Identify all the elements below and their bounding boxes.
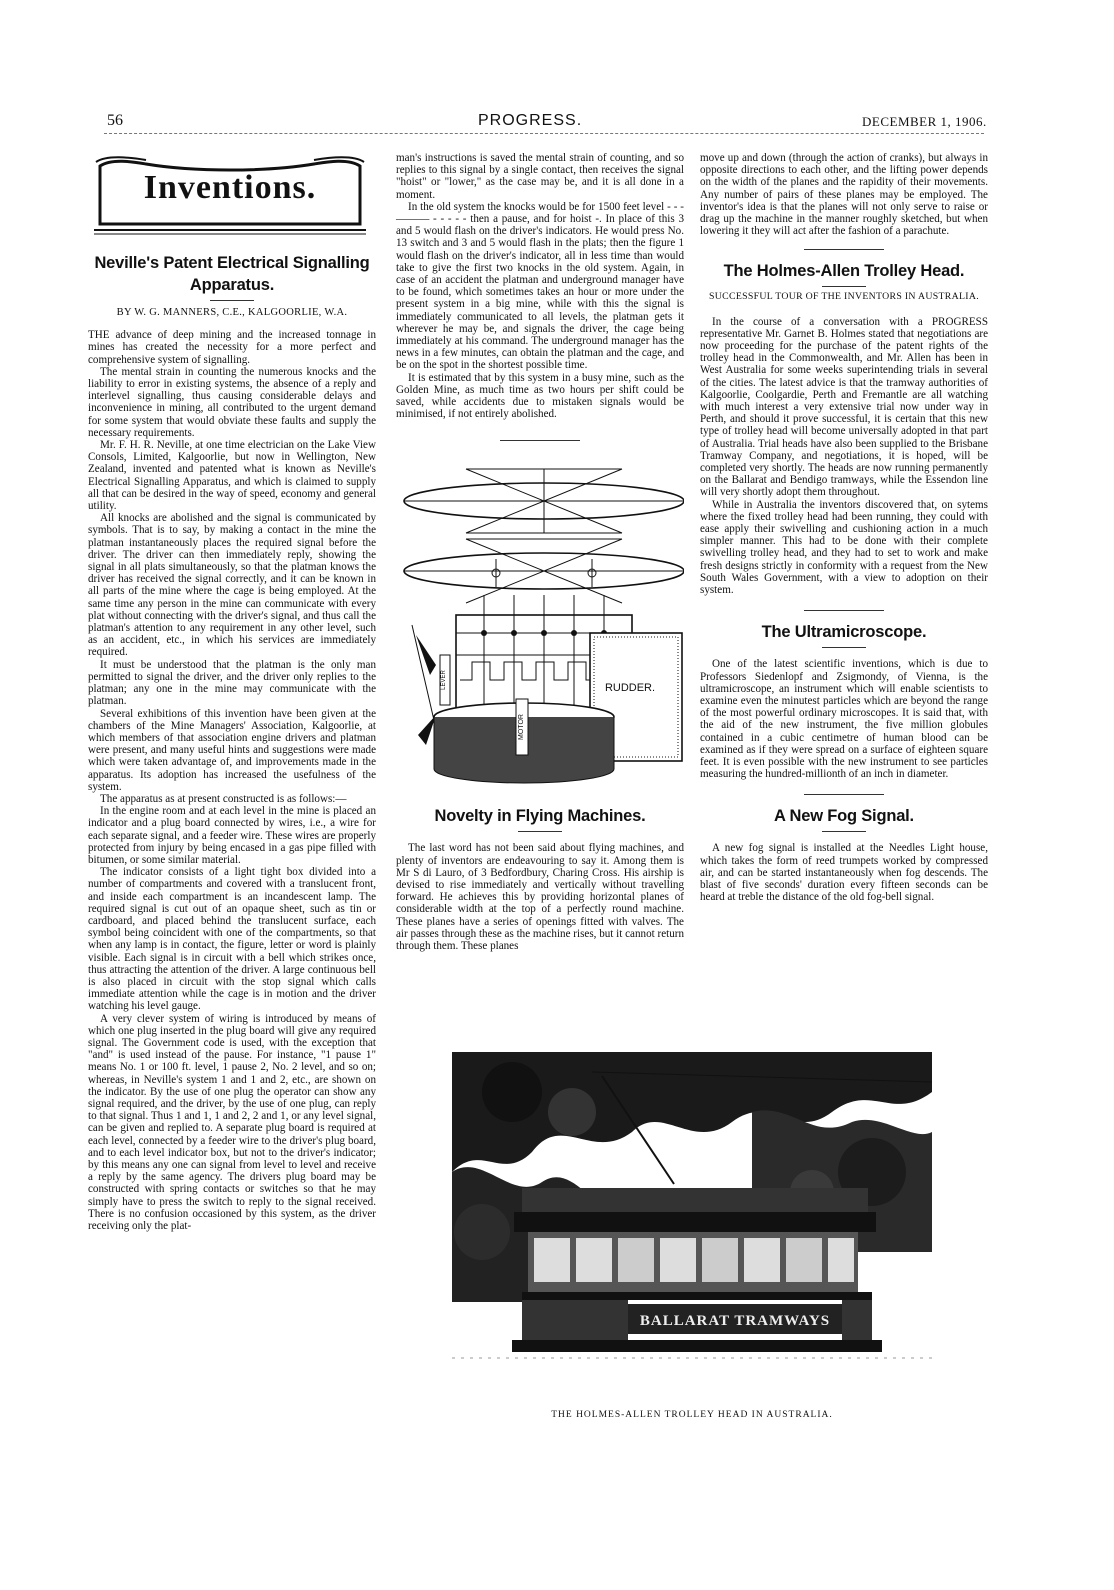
flying-continued: move up and down (through the action of cranks), but always in opposite directions to each other, and the lifting power depends on the width of the planes and the rapidity of their movements. Any number of pairs of these planes may be employed. The inventor's idea is that the planes will not only serve to raise or drag up the machine in the manner roughly sketched, but when lowering it they will act after the fashion of a parachute. — [700, 152, 988, 238]
journal-title: PROGRESS. — [478, 112, 583, 129]
trolley-title: The Holmes-Allen Trolley Head. — [723, 262, 965, 281]
inventions-banner — [94, 152, 366, 236]
neville-paragraph: Several exhibitions of this invention have been given at the chambers of the Mine Managers' Association, Kalgoorlie, at which members of that association engine drivers and platman were present, and many useful hints and suggestions were made which were taken advantage of, and improvements made in the apparatus. Its adoption has increased the usefulness of the system. — [88, 707, 376, 793]
issue-date: DECEMBER 1, 1906. — [862, 114, 987, 129]
column-3 — [700, 152, 988, 903]
title-rule — [822, 286, 866, 287]
neville-paragraph: Mr. F. H. R. Neville, at one time electrician on the Lake View Consols, Limited, Kalgoorlie, but now in Wellington, New Zealand, invented and patented what is known as Neville's Electrical Signalling Apparatus, and which is claimed to supply all that can be desired in the way of speed, economy and general utility. — [88, 439, 376, 513]
title-rule — [822, 831, 866, 832]
flying-paragraph: The last word has not been said about flying machines, and plenty of inventors are endeavouring to say it. Among them is Mr S di Lauro, of 3 Bedfordbury, Charing Cross. His airship is devised to rise immediately and vertically without travelling forward. He achieves this by providing horizontal planes of considerable width at the top of a perfectly round machine. These planes have a series of openings fitted with valves. The air passes through these as the machine rises, but it cannot return through them. These planes — [396, 842, 684, 953]
tram-photo-image — [452, 1052, 932, 1392]
neville-continued: man's instructions is saved the mental strain of counting, and so replies to this signal by a single contact, then receives the signal "hoist" or "lower," as the case may be, and it is all done in a moment. — [396, 152, 684, 201]
page-number: 56 — [107, 112, 123, 129]
neville-paragraph: THE advance of deep mining and the increased tonnage in mines has created the necessity for a more perfect and comprehensive system of signalling. — [88, 329, 376, 366]
flying-machine-diagram — [396, 455, 684, 785]
section-rule — [804, 610, 884, 611]
ultramicroscope-paragraph: One of the latest scientific inventions, which is due to Professors Siedenlopf and Zsigmondy, of Vienna, is the ultramicroscope, an instrument which will enable scientists to examine even the minutest particles which are beyond the range of the most powerful ordinary microscopes. It is said that, with the aid of the new instrument, the five million globules contained in a cubic centimetre of human blood can be examined as if they were spread on a surface of eighteen square feet. It is even possible with the new instrument to see particles measuring the hundred-millionth of an inch in diameter. — [700, 658, 988, 781]
column-1 — [88, 152, 376, 1232]
trolley-subtitle: SUCCESSFUL TOUR OF THE INVENTORS IN AUSTRALIA. — [709, 291, 979, 303]
inventions-heading: Inventions. — [143, 169, 317, 206]
fog-signal-paragraph: A new fog signal is installed at the Needles Light house, which takes the form of reed trumpets worked by compressed air, and can be started instantaneously when fog descends. The blast of five seconds' duration every fifteen seconds can be heard at treble the distance of the old fog-bell signal. — [700, 842, 988, 904]
neville-paragraph: The indicator consists of a light tight box divided into a number of compartments and covered with a translucent front, and inside each compartment is an incandescent lamp. The required signal is cut out of an opaque sheet, such as tin or cardboard, and placed behind the translucent surface, each symbol being coincident with one of the compartments, so that when any lamp is in contact, the figure, letter or word is plainly visible. Each signal is in circuit with a bell which strikes once, thus attracting the attention of the driver. A large continuous bell is also placed in circuit with the stop signal which calls immediate attention while the cage is in motion and the driver watching his level gauge. — [88, 866, 376, 1013]
neville-title: Neville's Patent Electrical Signalling Apparatus. — [94, 254, 370, 294]
neville-paragraph: All knocks are abolished and the signal is communicated by symbols. That is to say, by making a contact in the mine the platman instantaneously places the required signal before the driver. The driver can then immediately reply, showing the signal in all plats simultaneously, so that the platman knows the driver has received the signal correctly, and it can be known in all parts of the mine where the cage is being employed. At the same time any person in the mine can communicate with every plat without connecting with the driver's signal, and thus call the platman's attention to any requirement in any other level, such as an accident, etc., in which his services are immediately required. — [88, 512, 376, 659]
neville-continued: It is estimated that by this system in a busy mine, such as the Golden Mine, as much time as two hours per shift could be saved, while accidents due to mistaken signals would be minimised, if not entirely abolished. — [396, 371, 684, 421]
neville-paragraph: In the engine room and at each level in the mine is placed an indicator and a plug board connected by wires, i.e., a wire for each separate signal, and a feeder wire. These wires are properly protected from injury by being encased in a gas pipe filled with bitumen, or some similar material. — [88, 805, 376, 866]
header-rule — [104, 133, 984, 134]
rudder-label: RUDDER. — [604, 682, 656, 695]
lever-label: LEVER — [441, 670, 447, 691]
neville-paragraph: The mental strain in counting the numerous knocks and the liability to error in existing systems, the absence of a reply and interlevel signalling, thus causing considerable delays and inconvenience in mining, all contributed to the urgent demand for some system that would obviate these faults and supply the necessary requirements. — [88, 365, 376, 439]
trolley-paragraph: In the course of a conversation with a PROGRESS representative Mr. Garnet B. Holmes stated that negotiations are now proceeding for the purchase of the patent rights of the trolley head in the Commonwealth, and Mr. Allen has been in West Australia for some weeks superintending trials in several of the cities. The latest advice is that the tramway authorities of Kalgoorlie, Coolgardie, Perth and Fremantle are all watching with much interest a very extensive trial now under way in Perth, and should it prove successful, it is certain that this new type of trolley head will become universally adopted in that part of Australia. Trial heads have also been supplied to the Brisbane Tramway Company, and negotiations, it is hoped, will be completed very shortly. The heads are now running permanently on the Ballarat and Bendigo tramways, while the Essendon line will very shortly adopt them throughout. — [700, 315, 988, 499]
fog-signal-title: A New Fog Signal. — [774, 807, 914, 826]
column-2 — [396, 152, 684, 952]
tram-sign-text: BALLARAT TRAMWAYS — [639, 1313, 831, 1329]
neville-byline: BY W. G. MANNERS, C.E., KALGOORLIE, W.A. — [116, 307, 348, 318]
neville-paragraph: The apparatus as at present constructed is as follows:— — [100, 792, 347, 805]
section-rule — [804, 794, 884, 795]
ultramicroscope-title: The Ultramicroscope. — [761, 623, 927, 642]
title-rule — [822, 647, 866, 648]
tram-photo — [452, 1052, 932, 1392]
neville-paragraph: It must be understood that the platman is the only man permitted to signal the driver, and the driver only replies to the platman; any one in the mine may communicate with the platman. — [88, 658, 376, 708]
section-rule — [804, 249, 884, 250]
title-rule — [210, 300, 254, 301]
trolley-paragraph: While in Australia the inventors discovered that, on sytems where the fixed trolley head had been running, they could with ease apply their swivelling and cushioning action in a much simpler manner. This had to be done with their complete swivelling trolley head, and they had to set to work and make fresh designs strictly in conformity with a request from the New South Wales Government, with a view to adoption on their system. — [700, 498, 988, 597]
title-rule — [518, 831, 562, 832]
neville-paragraph: A very clever system of wiring is introduced by means of which one plug inserted in the plug board will give any required signal. The Government code is used, with the exception that "and" is used instead of the pause. For instance, "1 pause 1" means No. 1 or 100 ft. level, 1 pause 2, No. 2 level, and so on; whereas, in Neville's system 1 and 1 and 2, etc., are shown on the indicator. By the use of one plug the operator can show any signal required, and the driver, by the use of one plug, can reply to that signal. Thus 1 and 1, 1 and 2, 2 and 1, or any level signal, can be given and replied to. A separate plug board is required at each level, connected by a feeder wire to the driver's plug board, and to each level indicator box, but not to the driver's indicator; by this means any one can signal from level to level and receive a reply by the same agency. The drivers plug board may be constructed with spring contacts or switches so that he may simply have to press the switch to reply to the signal received. There is no confusion occasioned by this system, as the driver receiving only the plat- — [88, 1012, 376, 1233]
section-rule — [500, 440, 580, 441]
neville-continued: In the old system the knocks would be for 1500 feet level - - - ——— - - - - - then a pause, and for hoist -. In place of this 3 and 5 would flash on the driver's indicators. He would press No. 13 switch and 3 and 5 would flash in the plats; then the figure 1 would flash on the driver's indicator, all in less time than would take to give the first two knocks in the old system. Again, in case of an accident the platman and underground manager have to be found, which sometimes takes an hour or more under the present system in a big mine, while with this the signal is immediately communicated to all levels, the platman gets it wherever he may be, and signals the driver, the cage being immediately at his command. The underground manager has the news in a few minutes, can obtain the platman and the cage, and be on the spot in the shortest possible time. — [396, 200, 684, 372]
photo-caption: THE HOLMES-ALLEN TROLLEY HEAD IN AUSTRALIA. — [551, 1410, 833, 1420]
flying-title: Novelty in Flying Machines. — [434, 807, 646, 826]
motor-label: MOTOR — [518, 714, 525, 741]
